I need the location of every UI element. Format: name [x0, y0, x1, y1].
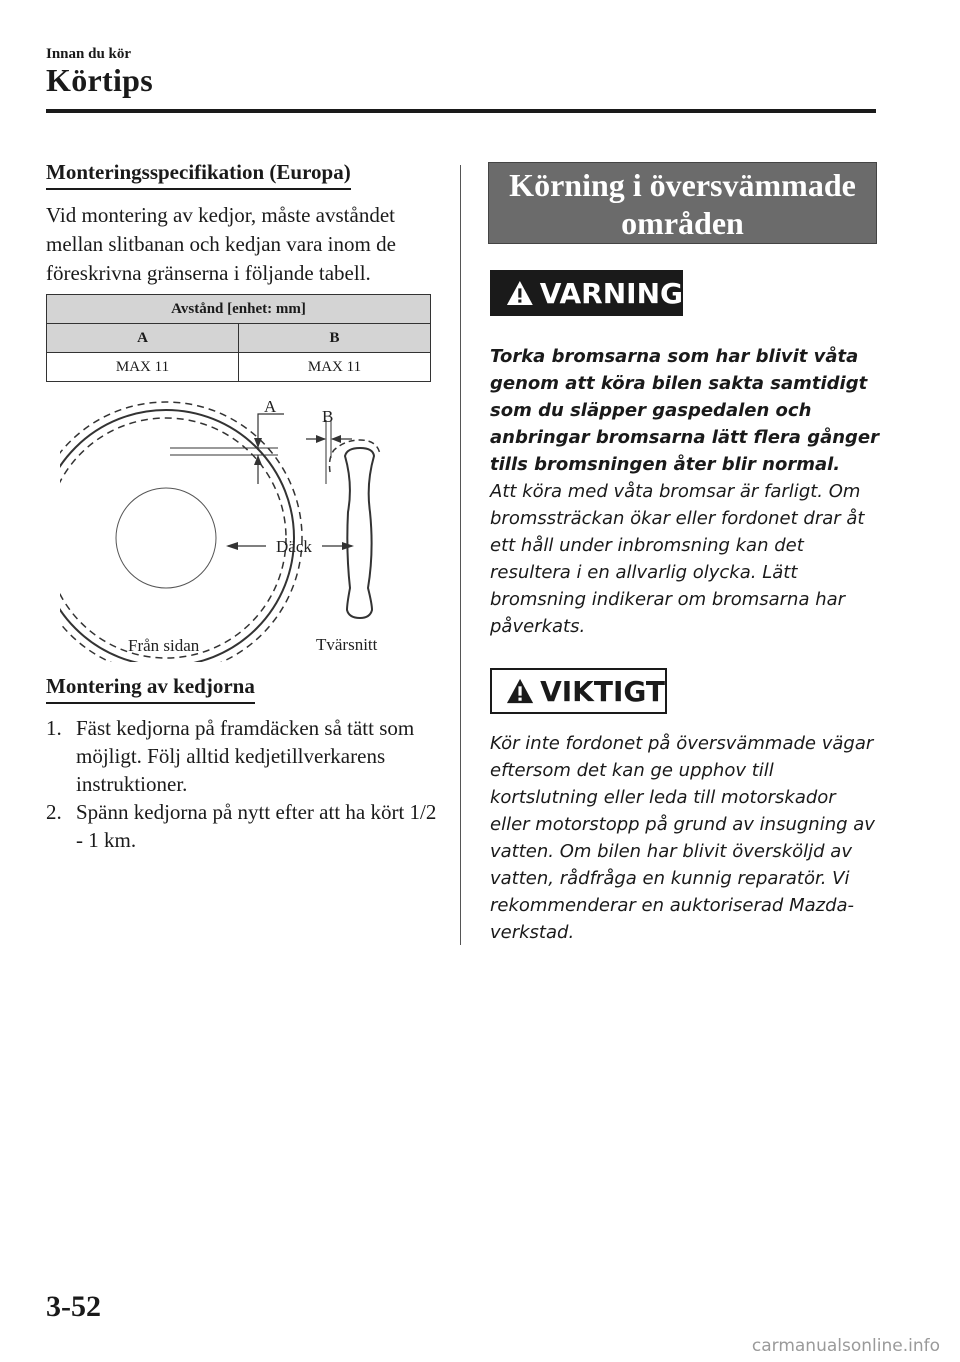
arrow-b-left	[331, 435, 341, 443]
warning-badge	[490, 270, 683, 316]
warning-bold-text: Torka bromsarna som har blivit våta genom att köra bilen sakta samtidigt som du släpper gaspedalen och anbringar bromsarna lätt flera gånger tills bromsningen åter blir normal.	[490, 346, 880, 475]
column-divider	[460, 165, 461, 945]
table-header-row	[47, 295, 431, 324]
page-title: Körtips	[46, 62, 153, 98]
label-b: B	[322, 407, 334, 426]
chain-inner-circle	[60, 418, 286, 658]
spec-heading: Monteringsspecifikation (Europa)	[46, 160, 351, 190]
warning-label: VARNING	[539, 276, 683, 310]
list-item	[46, 714, 446, 798]
spec-table	[46, 294, 431, 382]
list-item	[46, 798, 446, 854]
chain-cross-section	[330, 440, 381, 472]
label-side-view: Från sidan	[128, 636, 200, 655]
step-text: Fäst kedjorna på framdäcken så tätt som möjligt. Följ alltid kedjetillverkarens instruktioner.	[76, 716, 415, 796]
label-tire: Däck	[276, 537, 312, 556]
arrow-a-up	[254, 455, 262, 465]
warning-triangle-icon	[506, 279, 534, 307]
warning-text-block	[490, 343, 880, 640]
tire-chain-diagram	[60, 392, 440, 662]
table-column-row	[47, 324, 431, 353]
page-number: 3-52	[46, 1290, 101, 1323]
important-badge	[490, 668, 667, 714]
section-banner: Körning i översvämmade områden	[488, 162, 877, 244]
spec-paragraph: Vid montering av kedjor, måste avståndet mellan slitbanan och kedjan vara inom de föreskrivna gränserna i följande tabell.	[46, 203, 396, 285]
tire-cross-section	[345, 448, 374, 618]
important-label: VIKTIGT	[540, 674, 665, 708]
table-column-a: A	[47, 324, 239, 353]
step-number: 2.	[46, 800, 62, 824]
arrow-tire-left	[226, 542, 238, 550]
section-label: Innan du kör	[46, 46, 132, 62]
important-body-text: Kör inte fordonet på översvämmade vägar eftersom det kan ge upphov till kortslutning eller leda till motorskador eller motorstopp på grund av insugning av vatten. Om bilen har blivit översköljd av vatten, rådfråga en kunnig reparatör. Vi rekommenderar en auktoriserad Mazda-verkstad.	[490, 733, 875, 943]
step-text: Spänn kedjorna på nytt efter att ha kört 1/2 - 1 km.	[76, 800, 437, 852]
label-cross-section: Tvärsnitt	[316, 635, 378, 654]
table-column-b: B	[239, 324, 431, 353]
rim-circle	[116, 488, 216, 588]
label-a: A	[264, 397, 277, 416]
arrow-b-right	[316, 435, 326, 443]
warning-body-text: Att köra med våta bromsar är farligt. Om bromssträckan ökar eller fordonet drar åt ett håll under inbromsning kan det resultera i en allvarlig olycka. Lätt bromsning indikerar om bromsarna har påverkats.	[490, 481, 865, 637]
table-cell-a: MAX 11	[47, 353, 239, 382]
watermark: carmanualsonline.info	[751, 1336, 940, 1356]
chain-outer-circle	[60, 402, 302, 662]
steps-list	[46, 714, 446, 854]
mount-heading: Montering av kedjorna	[46, 674, 255, 704]
dim-leader-a	[258, 414, 284, 448]
table-row	[47, 353, 431, 382]
header-divider	[46, 109, 876, 113]
step-number: 1.	[46, 716, 62, 740]
warning-triangle-icon	[506, 677, 534, 705]
table-cell-b: MAX 11	[239, 353, 431, 382]
table-header-cell: Avstånd [enhet: mm]	[47, 295, 431, 324]
